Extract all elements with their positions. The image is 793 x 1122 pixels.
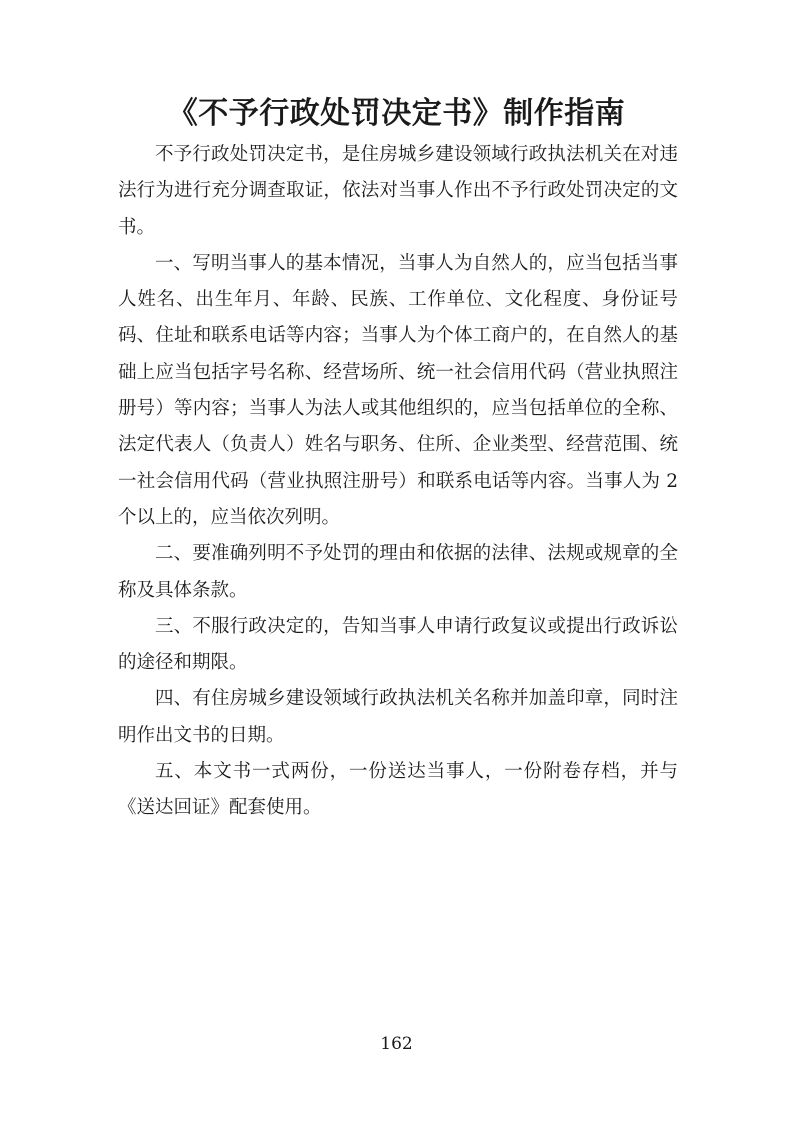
page-number: 162 — [380, 1034, 413, 1054]
paragraph-item-3: 三、不服行政决定的，告知当事人申请行政复议或提出行政诉讼的途径和期限。 — [118, 615, 678, 674]
document-title: 《不予行政处罚决定书》制作指南 — [167, 96, 626, 131]
paragraph-item-5: 五、本文书一式两份，一份送达当事人，一份附卷存档，并与《送达回证》配套使用。 — [118, 761, 678, 819]
paragraph-intro: 不予行政处罚决定书，是住房城乡建设领域行政执法机关在对违法行为进行充分调查取证，依法对当事人作出不予行政处罚决定的文书。 — [118, 144, 678, 238]
paragraph-item-4: 四、有住房城乡建设领域行政执法机关名称并加盖印章，同时注明作出文书的日期。 — [118, 688, 678, 746]
document-body — [118, 137, 678, 827]
paragraph-item-1: 一、写明当事人的基本情况，当事人为自然人的，应当包括当事人姓名、出生年月、年龄、民族、工作单位、文化程度、身份证号码、住址和联系电话等内容；当事人为个体工商户的，在自然人的基础上应当包括字号名称、经营场所、统一社会信用代码（营业执照注册号）等内容；当事人为法人或其他组织的，应当包括单位的全称、法定代表人（负责人）姓名与职务、住所、企业类型、经营范围、统一社会信用代码（营业执照注册号）和联系电话等内容。当事人为 2 个以上的，应当依次列明。 — [118, 252, 678, 528]
paragraph-item-2: 二、要准确列明不予处罚的理由和依据的法律、法规或规章的全称及具体条款。 — [118, 543, 678, 601]
